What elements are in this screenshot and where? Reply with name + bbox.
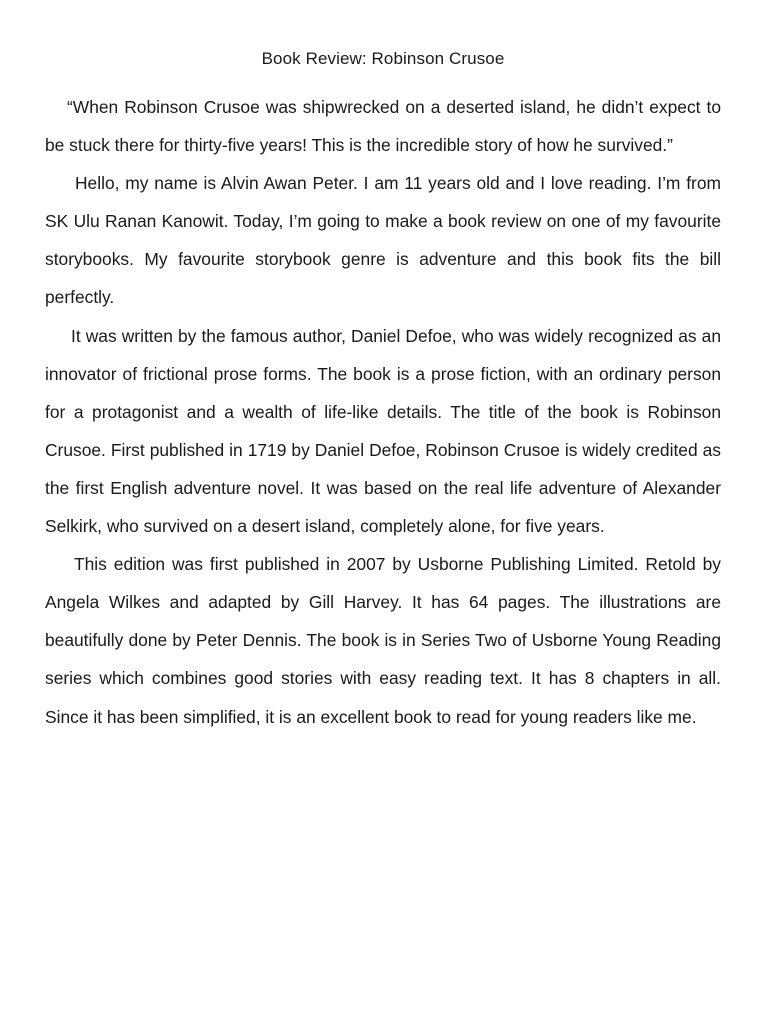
paragraph-introduction: Hello, my name is Alvin Awan Peter. I am 11 years old and I love reading. I’m from SK Ulu Ranan Kanowit. Today, I’m going to make a book review on one of my favourite storybooks. My favourite storybook genre is adventure and this book fits the bill perfectly. [45,173,721,308]
paragraph-author: It was written by the famous author, Daniel Defoe, who was widely recognized as an innovator of frictional prose forms. The book is a prose fiction, with an ordinary person for a protagonist and a wealth of life-like details. The title of the book is Robinson Crusoe. First published in 1719 by Daniel Defoe, Robinson Crusoe is widely credited as the first English adventure novel. It was based on the real life adventure of Alexander Selkirk, who survived on a desert island, completely alone, for five years. [45,325,721,537]
paragraph-opening-quote: “When Robinson Crusoe was shipwrecked on a deserted island, he didn’t expect to be stuck there for thirty-five years! This is the incredible story of how he survived.” [45,97,721,156]
paragraph-edition: This edition was first published in 2007 by Usborne Publishing Limited. Retold by Angela Wilkes and adapted by Gill Harvey. It has 64 pages. The illustrations are beautifully done by Peter Dennis. The book is in Series Two of Usborne Young Reading series which combines good stories with easy reading text. It has 8 chapters in all. Since it has been simplified, it is an excellent book to read for young readers like me. [45,554,721,727]
page-title: Book Review: Robinson Crusoe [261,49,505,68]
document-body [45,88,721,736]
